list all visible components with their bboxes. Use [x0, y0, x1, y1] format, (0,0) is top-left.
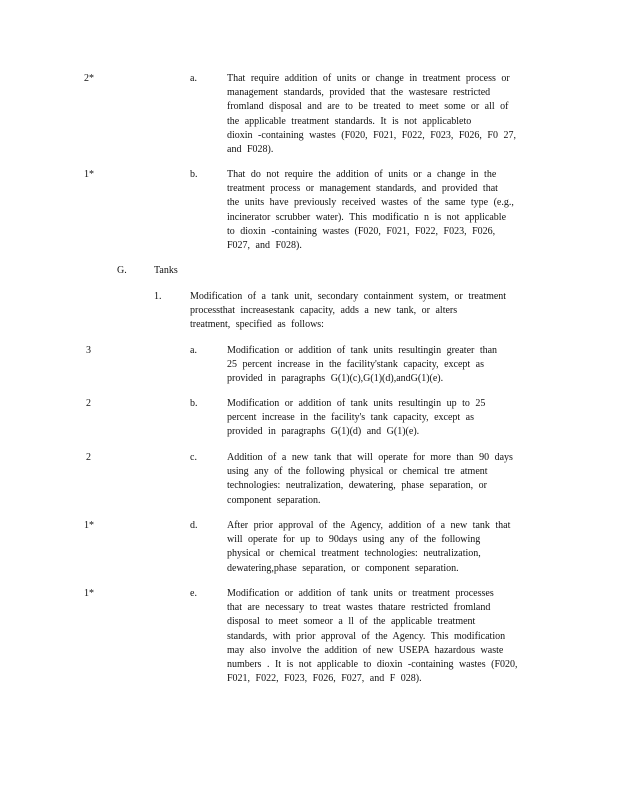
section-title: Tanks [154, 265, 178, 276]
item-letter: e. [190, 588, 197, 599]
class-label: 2 [86, 452, 91, 463]
subsection-text: Modification of a tank unit, secondary containment system, or treatment processthat increasestank capacity, adds a new tank, or alters treatment, specified as follows: [190, 291, 507, 331]
item-text: Modification or addition of tank units resultingin up to 25 percent increase in the facility's tank capacity, except as provided in paragraphs G(1)(d) and G(1)(e). [227, 398, 486, 438]
item-text: After prior approval of the Agency, addition of a new tank that will operate for up to 90days using any of the following physical or chemical treatment technologies: neutralization, dewatering,phase separation, or component separation. [227, 520, 511, 574]
item-text: Addition of a new tank that will operate for more than 90 days using any of the following physical or chemical tre atment technologies: neutralization, dewatering, phase separation, or component separation. [227, 452, 513, 506]
item-text: That require addition of units or change in treatment process or management standards, provided that the wastesare restricted fromland disposal and are to be treated to meet some or all of the applicable treatment standards. It is not applicableto dioxin -containing wastes (F020, F021, F022, F023, F026, F0 27, and F028). [227, 73, 516, 156]
class-label: 1* [84, 520, 94, 531]
item-letter: d. [190, 520, 198, 531]
item-letter: a. [190, 345, 197, 356]
class-label: 3 [86, 345, 91, 356]
class-label: 1* [84, 588, 94, 599]
item-text: Modification or addition of tank units or treatment processes that are necessary to treat wastes thatare restricted fromland disposal to meet someor a ll of the applicable treatment standards, with prior approval of the Agency. This modification may also involve the addition of new USEPA hazardous waste numbers . It is not applicable to dioxin -containing wastes (F020, F021, F022, F023, F026, F027, and F 028). [227, 588, 518, 685]
item-letter: b. [190, 169, 198, 180]
item-text: That do not require the addition of units or a change in the treatment process or management standards, and provided that the units have previously received wastes of the same type (e.g., incinerator scrubber water). This modificatio n is not applicable to dioxin -containing wastes (F020, F021, F022, F023, F026, F027, and F028). [227, 169, 514, 252]
item-text: Modification or addition of tank units resultingin greater than 25 percent increase in the facility'stank capacity, except as provided in paragraphs G(1)(c),G(1)(d),andG(1)(e). [227, 345, 498, 385]
item-letter: b. [190, 398, 198, 409]
item-letter: a. [190, 73, 197, 84]
section-label: G. [117, 265, 127, 276]
item-letter: c. [190, 452, 197, 463]
class-label: 1* [84, 169, 94, 180]
class-label: 2 [86, 398, 91, 409]
subsection-number: 1. [154, 291, 162, 302]
class-label: 2* [84, 73, 94, 84]
